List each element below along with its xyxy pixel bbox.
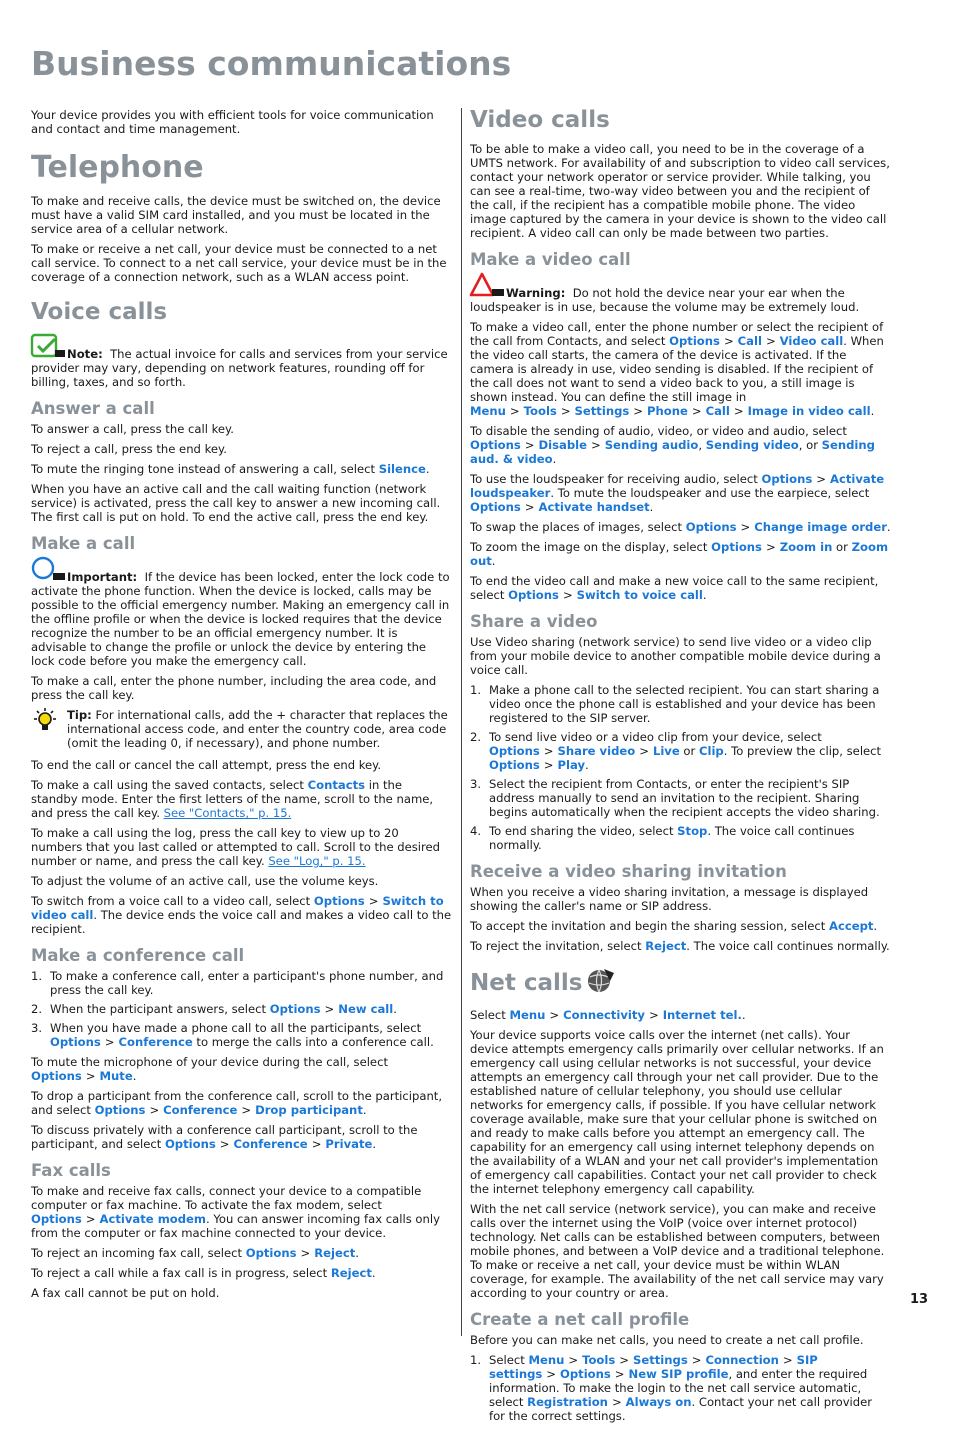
settings-link[interactable]: Settings — [633, 1353, 688, 1367]
options-link[interactable]: Options — [31, 1212, 82, 1226]
activate-modem-link[interactable]: Activate modem — [99, 1212, 206, 1226]
options-link[interactable]: Options — [669, 334, 720, 348]
image-in-video-call-link[interactable]: Image in video call — [747, 404, 871, 418]
options-link[interactable]: Options — [164, 1137, 216, 1151]
list-item: 1. To make a conference call, enter a participant's phone number, and press the call key. — [31, 969, 444, 997]
page-number: 13 — [910, 1292, 929, 1307]
private-link[interactable]: Private — [325, 1137, 373, 1151]
note-icon — [31, 334, 65, 361]
right-column — [470, 106, 891, 1429]
share-video-p1: Use Video sharing (network service) to send live video or a video clip from your mobile device to another compatible mobile device during a voice call. — [470, 635, 881, 677]
receive-p1: When you receive a video sharing invitation, a message is displayed showing the caller's name or SIP address. — [470, 885, 869, 913]
answer-p2: To reject a call, press the end key. — [31, 442, 227, 456]
fax-p1: To make and receive fax calls, connect your device to a compatible computer or fax machine. To activate the fax modem, select Options > Activate modem. You can answer incoming fax calls only from the computer or fax machine connected to your device. — [31, 1184, 440, 1240]
answer-p4: When you have an active call and the call waiting function (network service) is activated, press the call key to answer a new incoming call. The first call is put on hold. To end the active call, press the end key. — [31, 482, 441, 524]
important-label: Important: — [67, 570, 138, 584]
make-call-p3: To make a call using the saved contacts, select Contacts in the standby mode. Enter the first letters of the name, scroll to the name, and press the call key. See "Contacts," p. 15. — [31, 778, 434, 820]
options-link[interactable]: Options — [685, 520, 737, 534]
always-on-link[interactable]: Always on — [625, 1395, 692, 1409]
conference-link[interactable]: Conference — [163, 1103, 238, 1117]
play-link[interactable]: Play — [557, 758, 586, 772]
mute-link[interactable]: Mute — [99, 1069, 133, 1083]
make-call-p1: To make a call, enter the phone number, including the area code, and press the call key. — [31, 674, 437, 702]
make-call-p5: To adjust the volume of an active call, use the volume keys. — [31, 874, 379, 888]
tip-text: For international calls, add the + character that replaces the international access code, and enter the country code, area code (omit the leading 0, if necessary), and phone number. — [67, 708, 448, 750]
net-calls-p2: Your device supports voice calls over the internet (net calls). Your device attempts emergency calls primarily over cellular networks. If an emergency call using cellular networks is not successful, your device attempts an emergency call through your net call provider. Due to the established nature of cellular telephony, you should use cellular networks for emergency calls, if possible. If you have cellular network coverage available, make sure that your cellular phone is switched on and ready to make calls before you attempt an emergency call. The capability for an emergency call using internet telephony depends on the availability of a WLAN and your net call provider's implementation of emergency call capabilities. Contact your net call provider to check the internet telephony emergency call capability. — [470, 1028, 884, 1196]
video-calls-p1: To be able to make a video call, you need to be in the coverage of a UMTS network. For availability of and subscription to video call services, contact your network operator or service provider. While talking, you can see a real-time, two-way video between you and the recipient of the call, if the recipient has a compatible mobile phone. The video image captured by the camera in your device is shown to the video call recipient. A video call can only be made between two parties. — [470, 142, 890, 240]
net-calls-heading: Net calls — [470, 967, 891, 1000]
options-link[interactable]: Options — [508, 588, 559, 602]
video-calls-heading: Video calls — [470, 107, 610, 133]
net-calls-p3: With the net call service (network service), you can make and receive calls over the internet using the VoIP (voice over internet protocol) technology. Net calls can be established between computers, between mobile phones, and between a VoIP device and a traditional telephone. To make or receive a net call, your device must be within WLAN coverage, for example. The availability of the net call service may vary according to your country or area. — [470, 1202, 885, 1300]
options-link[interactable]: Options — [313, 894, 365, 908]
options-link[interactable]: Options — [489, 758, 540, 772]
zoom-in-link[interactable]: Zoom in — [779, 540, 833, 554]
make-video-p1: To make a video call, enter the phone number or select the recipient of the call from Contacts, and select Options > Call > Video call. When the video call starts, the camera of the device is activated. If the camera is already in use, video sending is disabled. If the recipient of the call does not want to send a video back to you, a still image is shown instead. You can define the still image in Menu > Tools > Settings > Phone > Call > Image in video call. — [470, 320, 884, 418]
fax-p3: To reject a call while a fax call is in progress, select Reject. — [31, 1266, 376, 1280]
warning-text: Do not hold the device near your ear when the loudspeaker is in use, because the volume may be extremely loud. — [470, 286, 860, 314]
internet-tel-link[interactable]: Internet tel. — [662, 1008, 742, 1022]
conference-link[interactable]: Conference — [233, 1137, 308, 1151]
log-xref-link[interactable]: See "Log," p. 15. — [268, 854, 366, 868]
make-call-heading: Make a call — [31, 534, 136, 553]
answer-call-heading: Answer a call — [31, 399, 155, 418]
sending-aud-video-link[interactable]: Sending aud. & video — [470, 438, 875, 466]
drop-participant-link[interactable]: Drop participant — [255, 1103, 363, 1117]
warning-icon — [470, 273, 504, 300]
note-box — [31, 334, 452, 389]
menu-link[interactable]: Menu — [470, 404, 506, 418]
conference-p3: To discuss privately with a conference call participant, scroll to the participant, and select Options > Conference > Private. — [31, 1123, 418, 1151]
options-link[interactable]: Options — [711, 540, 762, 554]
net-profile-steps — [470, 1353, 891, 1423]
receive-sharing-heading: Receive a video sharing invitation — [470, 862, 787, 881]
list-item: 1. Select Menu > Tools > Settings > Connection > SIP settings > Options > New SIP profile, and enter the required information. To make the login to the net call service automatic, select Registration > Always on. Contact your net call provider for the correct settings. — [470, 1353, 873, 1423]
list-item: 4. To end sharing the video, select Stop. The voice call continues normally. — [470, 824, 855, 852]
note-text: The actual invoice for calls and services from your service provider may vary, depending on network features, rounding off for billing, taxes, and so forth. — [31, 347, 448, 389]
answer-p3: To mute the ringing tone instead of answering a call, select Silence. — [31, 462, 430, 476]
options-link[interactable]: Options — [761, 472, 813, 486]
fax-p4: A fax call cannot be put on hold. — [31, 1286, 220, 1300]
contacts-link[interactable]: Contacts — [307, 778, 366, 792]
share-video-link[interactable]: Share video — [557, 744, 636, 758]
net-profile-p1: Before you can make net calls, you need to create a net call profile. — [470, 1333, 864, 1347]
switch-to-video-link[interactable]: Switch to video call — [31, 894, 444, 922]
net-calls-p1: Select Menu > Connectivity > Internet tel.. — [470, 1008, 746, 1022]
column-divider — [461, 108, 462, 1336]
silence-link[interactable]: Silence — [378, 462, 426, 476]
options-link[interactable]: Options — [489, 744, 540, 758]
sip-settings-link[interactable]: SIP settings — [489, 1353, 818, 1381]
share-steps — [470, 683, 891, 852]
options-link[interactable]: Options — [245, 1246, 297, 1260]
list-item: 2. When the participant answers, select Options > New call. — [31, 1002, 397, 1016]
telephone-p2: To make or receive a net call, your device must be connected to a net call service. To connect to a net call service, your device must be in the coverage of a connection network, such as a WLAN access point. — [31, 242, 447, 284]
connection-link[interactable]: Connection — [705, 1353, 779, 1367]
disable-link[interactable]: Disable — [538, 438, 587, 452]
contacts-xref-link[interactable]: See "Contacts," p. 15. — [163, 806, 292, 820]
connectivity-link[interactable]: Connectivity — [563, 1008, 645, 1022]
important-icon — [31, 557, 65, 584]
options-link[interactable]: Options — [560, 1367, 611, 1381]
list-item: 3. When you have made a phone call to all the participants, select Options > Conference to merge the calls into a conference call. — [31, 1021, 434, 1049]
list-item: 2. To send live video or a video clip from your device, select Options > Share video > Live or Clip. To preview the clip, select Options > Play. — [470, 730, 882, 772]
new-call-link[interactable]: New call — [338, 1002, 394, 1016]
reject-link[interactable]: Reject — [330, 1266, 372, 1280]
registration-link[interactable]: Registration — [527, 1395, 608, 1409]
options-link[interactable]: Options — [470, 438, 521, 452]
options-link[interactable]: Options — [269, 1002, 321, 1016]
left-column — [31, 108, 452, 1306]
video-call-link[interactable]: Video call — [779, 334, 844, 348]
telephone-heading: Telephone — [31, 150, 204, 185]
tools-link[interactable]: Tools — [523, 404, 557, 418]
fax-p2: To reject an incoming fax call, select Options > Reject. — [31, 1246, 359, 1260]
zoom-out-link[interactable]: Zoom out — [470, 540, 889, 568]
make-video-p2: To disable the sending of audio, video, or video and audio, select Options > Disable > Sending audio, Sending video, or Sending aud. & video. — [470, 424, 875, 466]
page-title: Business communications — [31, 44, 512, 83]
options-link[interactable]: Options — [50, 1035, 101, 1049]
menu-link[interactable]: Menu — [509, 1008, 546, 1022]
conference-heading: Make a conference call — [31, 946, 245, 965]
options-link[interactable]: Options — [31, 1069, 82, 1083]
conference-steps — [31, 969, 452, 1049]
conference-p1: To mute the microphone of your device during the call, select Options > Mute. — [31, 1055, 388, 1083]
tools-link[interactable]: Tools — [582, 1353, 616, 1367]
make-video-p3: To use the loudspeaker for receiving audio, select Options > Activate loudspeaker. To mute the loudspeaker and use the earpiece, select Options > Activate handset. — [470, 472, 885, 514]
tip-box — [31, 708, 452, 750]
activate-handset-link[interactable]: Activate handset — [538, 500, 650, 514]
change-image-order-link[interactable]: Change image order — [754, 520, 887, 534]
net-profile-heading: Create a net call profile — [470, 1310, 690, 1329]
sending-video-link[interactable]: Sending video — [705, 438, 799, 452]
make-call-p2: To end the call or cancel the call attempt, press the end key. — [31, 758, 382, 772]
voice-calls-heading: Voice calls — [31, 299, 168, 325]
stop-link[interactable]: Stop — [677, 824, 708, 838]
warning-label: Warning: — [506, 286, 566, 300]
make-video-p4: To swap the places of images, select Options > Change image order. — [470, 520, 891, 534]
live-link[interactable]: Live — [652, 744, 680, 758]
conference-link[interactable]: Conference — [118, 1035, 193, 1049]
warning-box — [470, 273, 891, 314]
telephone-p1: To make and receive calls, the device must be switched on, the device must have a valid SIM card installed, and you must be located in the service area of a cellular network. — [31, 194, 441, 236]
make-video-heading: Make a video call — [470, 250, 631, 269]
sending-audio-link[interactable]: Sending audio — [604, 438, 699, 452]
reject-link[interactable]: Reject — [314, 1246, 356, 1260]
options-link[interactable]: Options — [94, 1103, 146, 1117]
clip-link[interactable]: Clip — [698, 744, 724, 758]
important-box — [31, 557, 452, 668]
phone-link[interactable]: Phone — [647, 404, 688, 418]
call-link[interactable]: Call — [737, 334, 762, 348]
answer-p1: To answer a call, press the call key. — [31, 422, 234, 436]
share-video-heading: Share a video — [470, 612, 598, 631]
list-item: 1. Make a phone call to the selected recipient. You can start sharing a video once the phone call is established and your device has been registered to the SIP server. — [470, 683, 880, 725]
options-link[interactable]: Options — [470, 500, 521, 514]
activate-loudspeaker-link[interactable]: Activate loudspeaker — [470, 472, 885, 500]
important-text: If the device has been locked, enter the lock code to activate the phone function. When the device is locked, calls may be possible to the official emergency number. Making an emergency call in the offline profile or when the device is locked requires that the device recognize the number to be an official emergency number. It is advisable to change the profile or unlock the device by entering the lock code before you make the emergency call. — [31, 570, 450, 668]
receive-p2: To accept the invitation and begin the sharing session, select Accept. — [470, 919, 878, 933]
accept-link[interactable]: Accept — [828, 919, 874, 933]
globe-phone-icon — [586, 967, 616, 1000]
make-call-p4: To make a call using the log, press the call key to view up to 20 numbers that you last called or attempted to call. Scroll to the desired number or name, and press the call key. See "Log," p. 15. — [31, 826, 441, 868]
settings-link[interactable]: Settings — [574, 404, 630, 418]
receive-p3: To reject the invitation, select Reject. The voice call continues normally. — [470, 939, 890, 953]
make-video-p6: To end the video call and make a new voice call to the same recipient, select Options > Switch to voice call. — [470, 574, 879, 602]
list-item: 3. Select the recipient from Contacts, or enter the recipient's SIP address manually to send an invitation to the recipient. Sharing begins automatically when the recipient accepts the video sharing. — [470, 777, 880, 819]
call-link[interactable]: Call — [705, 404, 730, 418]
intro-text: Your device provides you with efficient tools for voice communication and contact and time management. — [31, 108, 434, 136]
menu-link[interactable]: Menu — [528, 1353, 565, 1367]
tip-bulb-icon — [31, 708, 67, 750]
reject-link[interactable]: Reject — [645, 939, 687, 953]
make-video-p5: To zoom the image on the display, select Options > Zoom in or Zoom out. — [470, 540, 889, 568]
new-sip-profile-link[interactable]: New SIP profile — [628, 1367, 729, 1381]
conference-p2: To drop a participant from the conference call, scroll to the participant, and select Options > Conference > Drop participant. — [31, 1089, 443, 1117]
switch-to-voice-link[interactable]: Switch to voice call — [576, 588, 703, 602]
fax-heading: Fax calls — [31, 1161, 111, 1180]
tip-label: Tip: — [67, 708, 92, 722]
note-label: Note: — [67, 347, 103, 361]
make-call-p6: To switch from a voice call to a video call, select Options > Switch to video call. The device ends the voice call and makes a video call to the recipient. — [31, 894, 452, 936]
